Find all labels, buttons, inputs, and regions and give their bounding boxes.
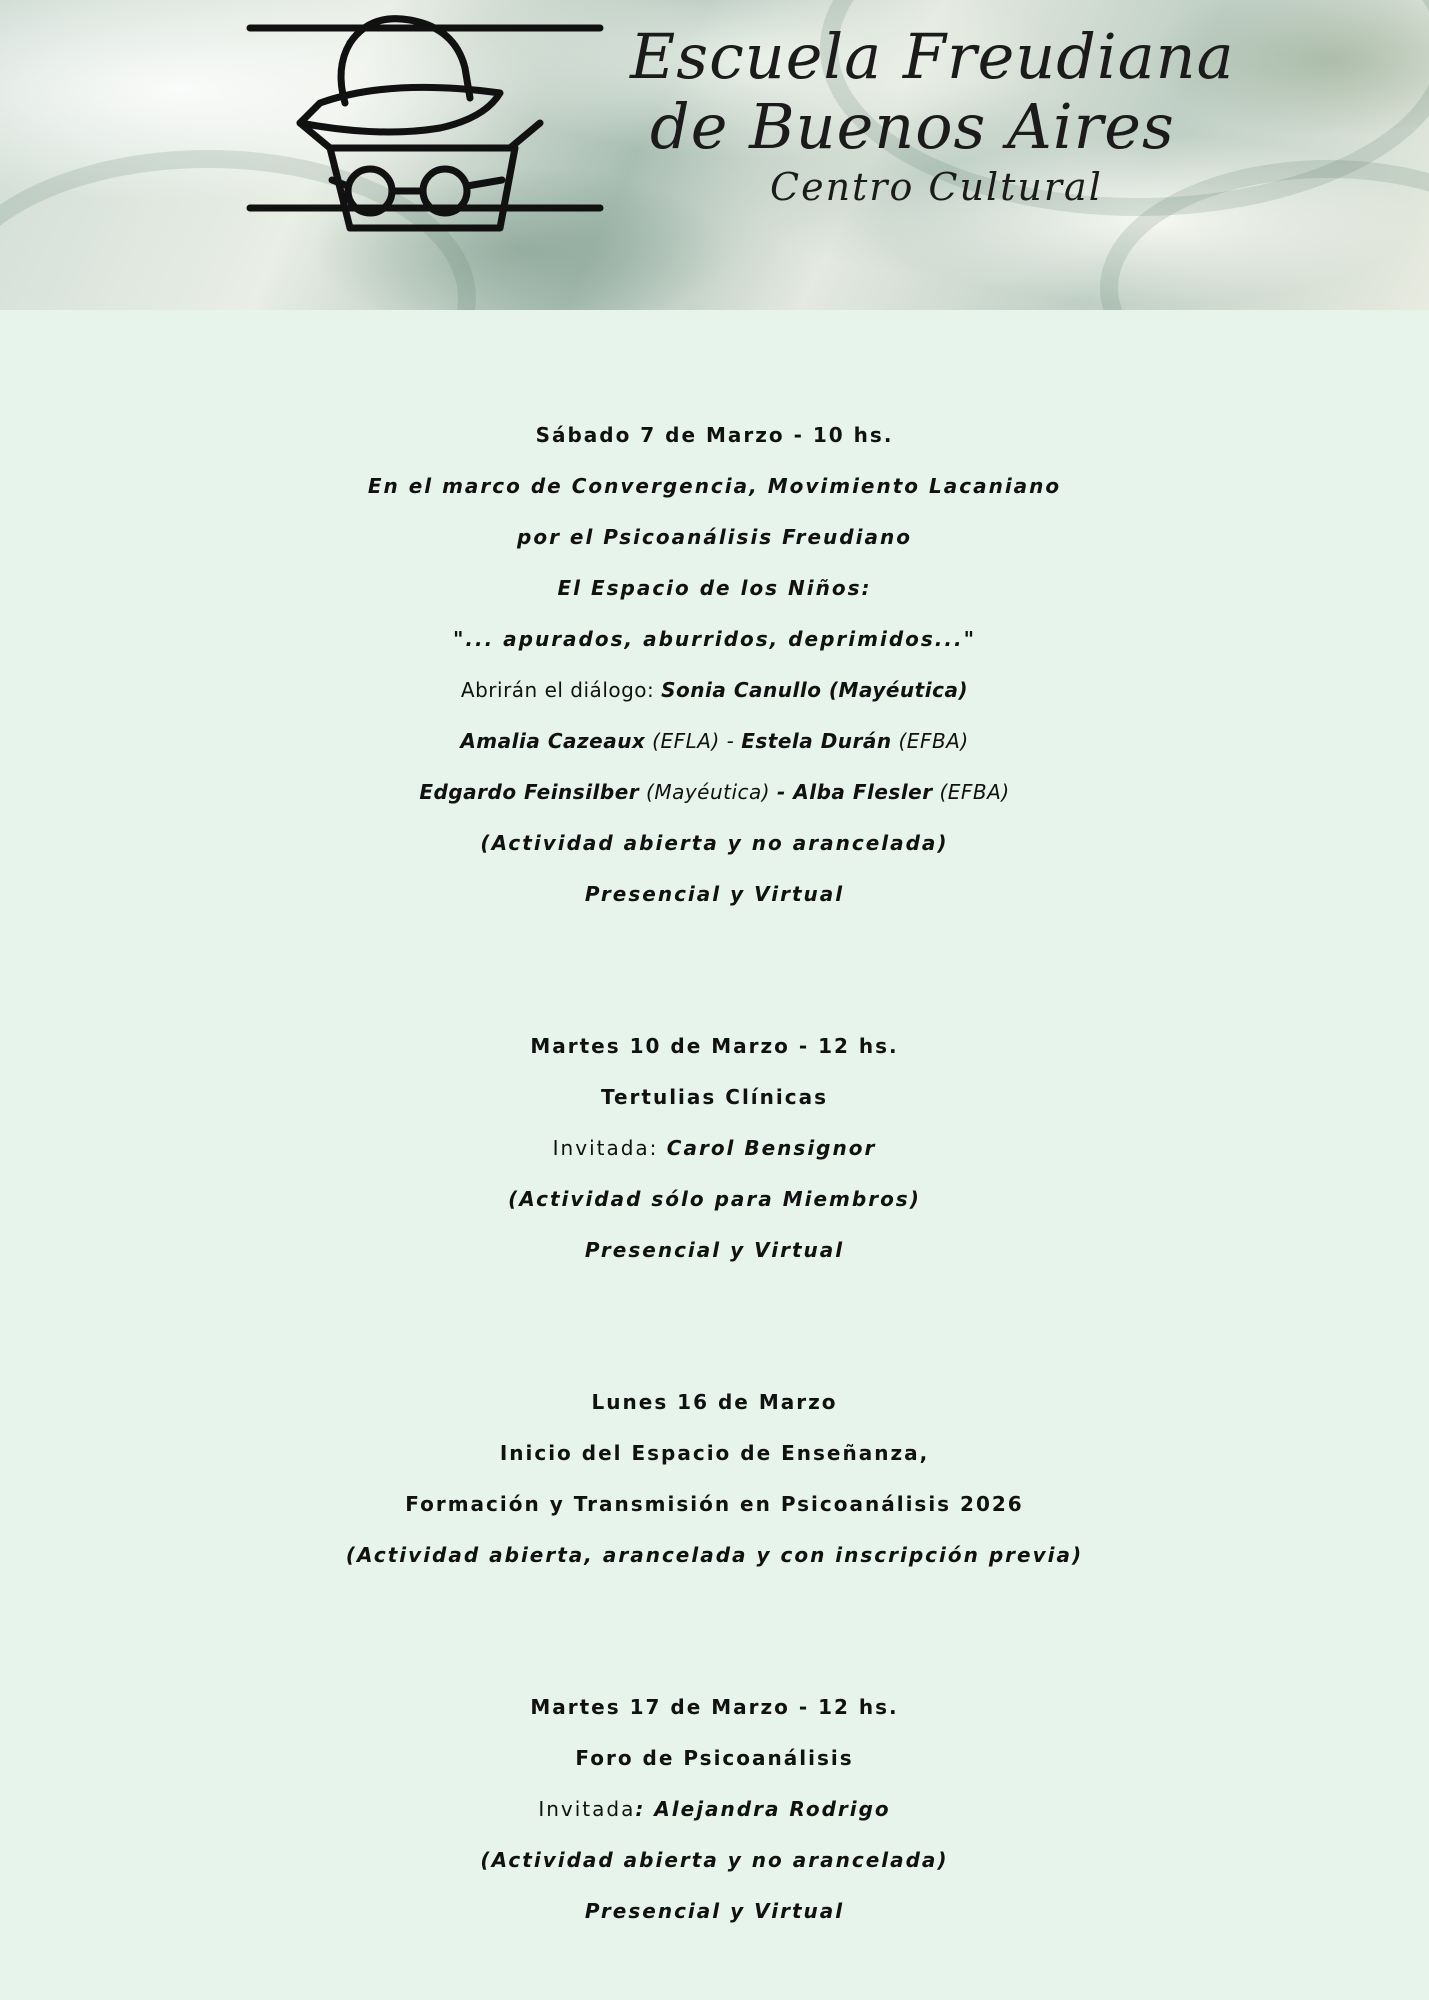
event-title: Tertulias Clínicas [600,1085,829,1109]
hat-glasses-logo-icon [240,8,620,253]
event-mode: Presencial y Virtual [584,882,845,906]
speakers-intro: Abrirán el diálogo: [460,678,662,702]
brand-line-2: de Buenos Aires [650,90,1175,163]
guest-label: Invitada [538,1797,636,1821]
event-speakers-line-2 [0,716,1429,767]
speaker-org: (Mayéutica) [639,780,777,804]
header-banner [0,0,1429,310]
events-list [0,410,1429,1937]
speaker-name: Sonia Canullo (Mayéutica) [661,678,969,702]
speaker-org: (EFBA) [932,780,1010,804]
guest-label: Invitada: [552,1136,667,1160]
brand-line-1: Escuela Freudiana [630,20,1235,93]
speaker-name: Amalia Cazeaux [460,729,646,753]
event-1 [0,410,1429,920]
event-speakers-line-1 [0,665,1429,716]
event-title-line-1: El Espacio de los Niños: [557,576,872,600]
speaker-org: (EFLA) - [645,729,742,753]
event-guest [0,1123,1429,1174]
event-3 [0,1377,1429,1581]
event-date: Martes 17 de Marzo - 12 hs. [530,1695,899,1719]
brand-line-3: Centro Cultural [770,165,1103,209]
event-framework-line-1: En el marco de Convergencia, Movimiento Lacaniano [367,474,1062,498]
speaker-org: (EFBA) [891,729,969,753]
event-2 [0,1021,1429,1276]
speaker-name: - Alba Flesler [776,780,933,804]
event-title-line-1: Inicio del Espacio de Enseñanza, [499,1441,930,1465]
event-date: Martes 10 de Marzo - 12 hs. [530,1034,899,1058]
guest-name: Carol Bensignor [666,1136,877,1160]
event-guest [0,1784,1429,1835]
event-access: (Actividad abierta y no arancelada) [480,1848,949,1872]
speaker-name: Estela Durán [741,729,892,753]
event-framework-line-2: por el Psicoanálisis Freudiano [517,525,912,549]
event-access: (Actividad abierta, arancelada y con inscripción previa) [345,1543,1084,1567]
brand-wordmark [630,22,1270,212]
event-date: Lunes 16 de Marzo [591,1390,838,1414]
event-mode: Presencial y Virtual [584,1238,845,1262]
guest-name: : Alejandra Rodrigo [635,1797,891,1821]
speaker-name: Edgardo Feinsilber [419,780,640,804]
event-4 [0,1682,1429,1937]
event-title-line-2: Formación y Transmisión en Psicoanálisis 2026 [405,1492,1024,1516]
event-date: Sábado 7 de Marzo - 10 hs. [535,423,894,447]
event-access: (Actividad sólo para Miembros) [508,1187,921,1211]
event-speakers-line-3 [0,767,1429,818]
event-access: (Actividad abierta y no arancelada) [480,831,949,855]
event-title-line-2: "... apurados, aburridos, deprimidos..." [452,627,977,651]
event-mode: Presencial y Virtual [584,1899,845,1923]
event-title: Foro de Psicoanálisis [575,1746,854,1770]
